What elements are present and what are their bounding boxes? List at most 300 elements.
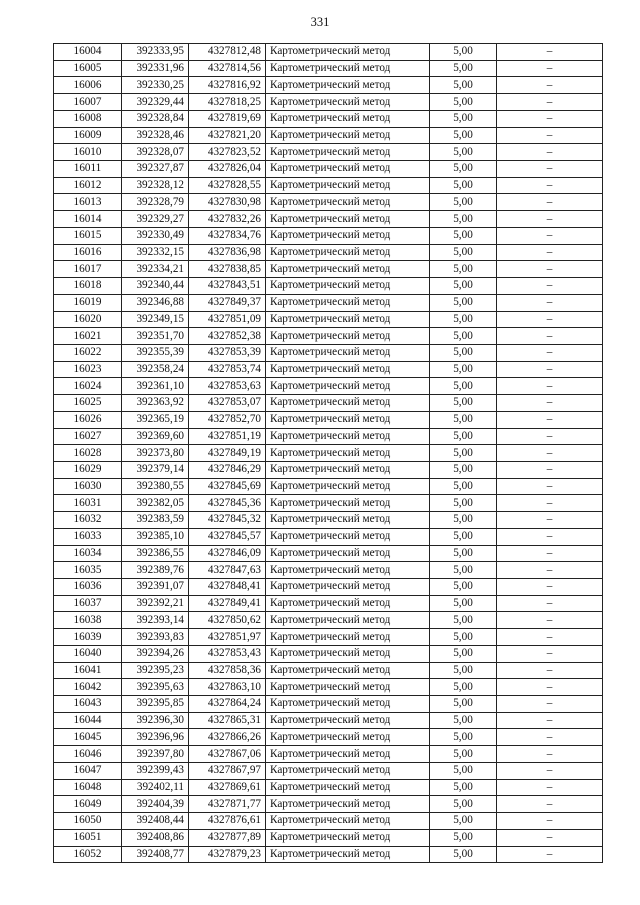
y-coordinate-cell: 4327865,31 [189,712,266,729]
x-coordinate-cell: 392391,07 [122,579,189,596]
method-cell: Картометрический метод [266,94,430,111]
y-coordinate-cell: 4327832,26 [189,211,266,228]
y-coordinate-cell: 4327847,63 [189,562,266,579]
table-row [54,512,603,529]
x-coordinate-cell: 392395,85 [122,696,189,713]
x-coordinate-cell: 392329,44 [122,94,189,111]
accuracy-cell: 5,00 [430,144,497,161]
accuracy-cell: 5,00 [430,194,497,211]
note-cell: – [497,629,603,646]
table-row [54,44,603,61]
accuracy-cell: 5,00 [430,110,497,127]
accuracy-cell: 5,00 [430,361,497,378]
method-cell: Картометрический метод [266,244,430,261]
y-coordinate-cell: 4327853,07 [189,395,266,412]
note-cell: – [497,211,603,228]
point-number-cell: 16021 [54,328,122,345]
point-number-cell: 16015 [54,227,122,244]
point-number-cell: 16044 [54,712,122,729]
method-cell: Картометрический метод [266,44,430,61]
y-coordinate-cell: 4327864,24 [189,696,266,713]
point-number-cell: 16019 [54,294,122,311]
x-coordinate-cell: 392379,14 [122,461,189,478]
table-row [54,846,603,863]
point-number-cell: 16043 [54,696,122,713]
method-cell: Картометрический метод [266,495,430,512]
table-row [54,361,603,378]
accuracy-cell: 5,00 [430,595,497,612]
table-row [54,144,603,161]
y-coordinate-cell: 4327819,69 [189,110,266,127]
note-cell: – [497,261,603,278]
note-cell: – [497,110,603,127]
point-number-cell: 16029 [54,461,122,478]
method-cell: Картометрический метод [266,779,430,796]
accuracy-cell: 5,00 [430,278,497,295]
accuracy-cell: 5,00 [430,211,497,228]
table-row [54,746,603,763]
y-coordinate-cell: 4327849,37 [189,294,266,311]
method-cell: Картометрический метод [266,294,430,311]
y-coordinate-cell: 4327828,55 [189,177,266,194]
point-number-cell: 16023 [54,361,122,378]
x-coordinate-cell: 392383,59 [122,512,189,529]
note-cell: – [497,411,603,428]
y-coordinate-cell: 4327853,63 [189,378,266,395]
method-cell: Картометрический метод [266,579,430,596]
table-row [54,110,603,127]
accuracy-cell: 5,00 [430,127,497,144]
x-coordinate-cell: 392397,80 [122,746,189,763]
method-cell: Картометрический метод [266,395,430,412]
method-cell: Картометрический метод [266,796,430,813]
y-coordinate-cell: 4327853,74 [189,361,266,378]
x-coordinate-cell: 392346,88 [122,294,189,311]
y-coordinate-cell: 4327834,76 [189,227,266,244]
accuracy-cell: 5,00 [430,261,497,278]
note-cell: – [497,77,603,94]
table-row [54,60,603,77]
table-row [54,378,603,395]
method-cell: Картометрический метод [266,829,430,846]
note-cell: – [497,495,603,512]
note-cell: – [497,829,603,846]
point-number-cell: 16017 [54,261,122,278]
x-coordinate-cell: 392330,49 [122,227,189,244]
table-row [54,579,603,596]
note-cell: – [497,662,603,679]
note-cell: – [497,679,603,696]
table-row [54,177,603,194]
table-row [54,294,603,311]
point-number-cell: 16013 [54,194,122,211]
accuracy-cell: 5,00 [430,94,497,111]
note-cell: – [497,445,603,462]
note-cell: – [497,194,603,211]
x-coordinate-cell: 392349,15 [122,311,189,328]
note-cell: – [497,696,603,713]
method-cell: Картометрический метод [266,261,430,278]
method-cell: Картометрический метод [266,60,430,77]
point-number-cell: 16011 [54,161,122,178]
point-number-cell: 16014 [54,211,122,228]
table-body [54,44,603,863]
table-row [54,94,603,111]
accuracy-cell: 5,00 [430,311,497,328]
point-number-cell: 16048 [54,779,122,796]
x-coordinate-cell: 392399,43 [122,762,189,779]
table-row [54,344,603,361]
note-cell: – [497,428,603,445]
y-coordinate-cell: 4327871,77 [189,796,266,813]
method-cell: Картометрический метод [266,846,430,863]
x-coordinate-cell: 392327,87 [122,161,189,178]
x-coordinate-cell: 392328,79 [122,194,189,211]
method-cell: Картометрический метод [266,595,430,612]
accuracy-cell: 5,00 [430,445,497,462]
method-cell: Картометрический метод [266,712,430,729]
x-coordinate-cell: 392332,15 [122,244,189,261]
table-row [54,411,603,428]
x-coordinate-cell: 392393,14 [122,612,189,629]
method-cell: Картометрический метод [266,411,430,428]
accuracy-cell: 5,00 [430,762,497,779]
table-row [54,194,603,211]
point-number-cell: 16008 [54,110,122,127]
table-row [54,227,603,244]
accuracy-cell: 5,00 [430,512,497,529]
y-coordinate-cell: 4327863,10 [189,679,266,696]
method-cell: Картометрический метод [266,612,430,629]
note-cell: – [497,796,603,813]
note-cell: – [497,144,603,161]
point-number-cell: 16046 [54,746,122,763]
table-row [54,796,603,813]
method-cell: Картометрический метод [266,77,430,94]
method-cell: Картометрический метод [266,177,430,194]
x-coordinate-cell: 392395,23 [122,662,189,679]
note-cell: – [497,478,603,495]
y-coordinate-cell: 4327850,62 [189,612,266,629]
y-coordinate-cell: 4327852,38 [189,328,266,345]
point-number-cell: 16016 [54,244,122,261]
table-row [54,127,603,144]
method-cell: Картометрический метод [266,194,430,211]
x-coordinate-cell: 392328,46 [122,127,189,144]
point-number-cell: 16052 [54,846,122,863]
note-cell: – [497,746,603,763]
note-cell: – [497,545,603,562]
x-coordinate-cell: 392333,95 [122,44,189,61]
y-coordinate-cell: 4327821,20 [189,127,266,144]
y-coordinate-cell: 4327853,39 [189,344,266,361]
point-number-cell: 16012 [54,177,122,194]
point-number-cell: 16004 [54,44,122,61]
table-row [54,77,603,94]
x-coordinate-cell: 392394,26 [122,645,189,662]
note-cell: – [497,813,603,830]
y-coordinate-cell: 4327846,29 [189,461,266,478]
point-number-cell: 16022 [54,344,122,361]
y-coordinate-cell: 4327818,25 [189,94,266,111]
accuracy-cell: 5,00 [430,60,497,77]
y-coordinate-cell: 4327851,09 [189,311,266,328]
y-coordinate-cell: 4327877,89 [189,829,266,846]
note-cell: – [497,762,603,779]
y-coordinate-cell: 4327852,70 [189,411,266,428]
point-number-cell: 16031 [54,495,122,512]
point-number-cell: 16037 [54,595,122,612]
method-cell: Картометрический метод [266,813,430,830]
accuracy-cell: 5,00 [430,328,497,345]
accuracy-cell: 5,00 [430,829,497,846]
table-row [54,478,603,495]
x-coordinate-cell: 392328,07 [122,144,189,161]
point-number-cell: 16033 [54,528,122,545]
method-cell: Картометрический метод [266,428,430,445]
x-coordinate-cell: 392361,10 [122,378,189,395]
point-number-cell: 16006 [54,77,122,94]
accuracy-cell: 5,00 [430,545,497,562]
x-coordinate-cell: 392404,39 [122,796,189,813]
point-number-cell: 16049 [54,796,122,813]
method-cell: Картометрический метод [266,662,430,679]
y-coordinate-cell: 4327845,36 [189,495,266,512]
method-cell: Картометрический метод [266,679,430,696]
x-coordinate-cell: 392386,55 [122,545,189,562]
x-coordinate-cell: 392402,11 [122,779,189,796]
note-cell: – [497,645,603,662]
accuracy-cell: 5,00 [430,77,497,94]
table-row [54,612,603,629]
note-cell: – [497,512,603,529]
note-cell: – [497,378,603,395]
accuracy-cell: 5,00 [430,177,497,194]
point-number-cell: 16040 [54,645,122,662]
point-number-cell: 16041 [54,662,122,679]
note-cell: – [497,395,603,412]
coordinates-table [53,43,603,863]
accuracy-cell: 5,00 [430,244,497,261]
table-row [54,161,603,178]
note-cell: – [497,729,603,746]
table-row [54,545,603,562]
y-coordinate-cell: 4327869,61 [189,779,266,796]
accuracy-cell: 5,00 [430,729,497,746]
note-cell: – [497,278,603,295]
table-row [54,311,603,328]
accuracy-cell: 5,00 [430,645,497,662]
method-cell: Картометрический метод [266,629,430,646]
point-number-cell: 16045 [54,729,122,746]
y-coordinate-cell: 4327867,06 [189,746,266,763]
x-coordinate-cell: 392330,25 [122,77,189,94]
note-cell: – [497,311,603,328]
y-coordinate-cell: 4327851,97 [189,629,266,646]
x-coordinate-cell: 392392,21 [122,595,189,612]
y-coordinate-cell: 4327830,98 [189,194,266,211]
method-cell: Картометрический метод [266,161,430,178]
y-coordinate-cell: 4327845,32 [189,512,266,529]
x-coordinate-cell: 392331,96 [122,60,189,77]
accuracy-cell: 5,00 [430,227,497,244]
point-number-cell: 16027 [54,428,122,445]
point-number-cell: 16024 [54,378,122,395]
note-cell: – [497,528,603,545]
x-coordinate-cell: 392393,83 [122,629,189,646]
point-number-cell: 16005 [54,60,122,77]
accuracy-cell: 5,00 [430,796,497,813]
point-number-cell: 16030 [54,478,122,495]
method-cell: Картометрический метод [266,311,430,328]
table-row [54,712,603,729]
table-row [54,495,603,512]
table-row [54,779,603,796]
accuracy-cell: 5,00 [430,679,497,696]
accuracy-cell: 5,00 [430,712,497,729]
accuracy-cell: 5,00 [430,846,497,863]
x-coordinate-cell: 392328,84 [122,110,189,127]
accuracy-cell: 5,00 [430,579,497,596]
note-cell: – [497,161,603,178]
y-coordinate-cell: 4327853,43 [189,645,266,662]
accuracy-cell: 5,00 [430,411,497,428]
method-cell: Картометрический метод [266,528,430,545]
y-coordinate-cell: 4327826,04 [189,161,266,178]
x-coordinate-cell: 392382,05 [122,495,189,512]
method-cell: Картометрический метод [266,746,430,763]
table-row [54,211,603,228]
x-coordinate-cell: 392355,39 [122,344,189,361]
note-cell: – [497,127,603,144]
accuracy-cell: 5,00 [430,378,497,395]
note-cell: – [497,294,603,311]
table-row [54,328,603,345]
point-number-cell: 16042 [54,679,122,696]
point-number-cell: 16039 [54,629,122,646]
accuracy-cell: 5,00 [430,612,497,629]
point-number-cell: 16035 [54,562,122,579]
note-cell: – [497,846,603,863]
table-row [54,278,603,295]
accuracy-cell: 5,00 [430,629,497,646]
x-coordinate-cell: 392408,77 [122,846,189,863]
x-coordinate-cell: 392408,86 [122,829,189,846]
point-number-cell: 16009 [54,127,122,144]
method-cell: Картометрический метод [266,512,430,529]
point-number-cell: 16047 [54,762,122,779]
y-coordinate-cell: 4327846,09 [189,545,266,562]
table-row [54,244,603,261]
method-cell: Картометрический метод [266,378,430,395]
note-cell: – [497,44,603,61]
accuracy-cell: 5,00 [430,779,497,796]
x-coordinate-cell: 392369,60 [122,428,189,445]
point-number-cell: 16034 [54,545,122,562]
accuracy-cell: 5,00 [430,662,497,679]
note-cell: – [497,461,603,478]
method-cell: Картометрический метод [266,562,430,579]
accuracy-cell: 5,00 [430,562,497,579]
point-number-cell: 16025 [54,395,122,412]
accuracy-cell: 5,00 [430,161,497,178]
method-cell: Картометрический метод [266,645,430,662]
note-cell: – [497,595,603,612]
table-row [54,813,603,830]
method-cell: Картометрический метод [266,227,430,244]
point-number-cell: 16020 [54,311,122,328]
y-coordinate-cell: 4327843,51 [189,278,266,295]
method-cell: Картометрический метод [266,461,430,478]
y-coordinate-cell: 4327879,23 [189,846,266,863]
method-cell: Картометрический метод [266,344,430,361]
method-cell: Картометрический метод [266,211,430,228]
method-cell: Картометрический метод [266,545,430,562]
note-cell: – [497,712,603,729]
page-number: 331 [310,15,330,29]
y-coordinate-cell: 4327858,36 [189,662,266,679]
method-cell: Картометрический метод [266,144,430,161]
method-cell: Картометрический метод [266,361,430,378]
y-coordinate-cell: 4327814,56 [189,60,266,77]
point-number-cell: 16018 [54,278,122,295]
table-row [54,445,603,462]
note-cell: – [497,344,603,361]
table-row [54,762,603,779]
x-coordinate-cell: 392396,30 [122,712,189,729]
method-cell: Картометрический метод [266,445,430,462]
accuracy-cell: 5,00 [430,696,497,713]
table-row [54,395,603,412]
accuracy-cell: 5,00 [430,461,497,478]
point-number-cell: 16026 [54,411,122,428]
y-coordinate-cell: 4327812,48 [189,44,266,61]
note-cell: – [497,227,603,244]
method-cell: Картометрический метод [266,696,430,713]
y-coordinate-cell: 4327845,57 [189,528,266,545]
accuracy-cell: 5,00 [430,294,497,311]
y-coordinate-cell: 4327851,19 [189,428,266,445]
table-row [54,528,603,545]
table-row [54,461,603,478]
table-row [54,829,603,846]
method-cell: Картометрический метод [266,328,430,345]
accuracy-cell: 5,00 [430,813,497,830]
y-coordinate-cell: 4327866,26 [189,729,266,746]
note-cell: – [497,562,603,579]
x-coordinate-cell: 392389,76 [122,562,189,579]
x-coordinate-cell: 392329,27 [122,211,189,228]
x-coordinate-cell: 392334,21 [122,261,189,278]
x-coordinate-cell: 392328,12 [122,177,189,194]
method-cell: Картометрический метод [266,478,430,495]
x-coordinate-cell: 392385,10 [122,528,189,545]
method-cell: Картометрический метод [266,278,430,295]
table-row [54,595,603,612]
y-coordinate-cell: 4327848,41 [189,579,266,596]
y-coordinate-cell: 4327876,61 [189,813,266,830]
y-coordinate-cell: 4327816,92 [189,77,266,94]
note-cell: – [497,60,603,77]
point-number-cell: 16007 [54,94,122,111]
method-cell: Картометрический метод [266,110,430,127]
y-coordinate-cell: 4327836,98 [189,244,266,261]
accuracy-cell: 5,00 [430,395,497,412]
note-cell: – [497,244,603,261]
table-row [54,629,603,646]
note-cell: – [497,612,603,629]
accuracy-cell: 5,00 [430,428,497,445]
